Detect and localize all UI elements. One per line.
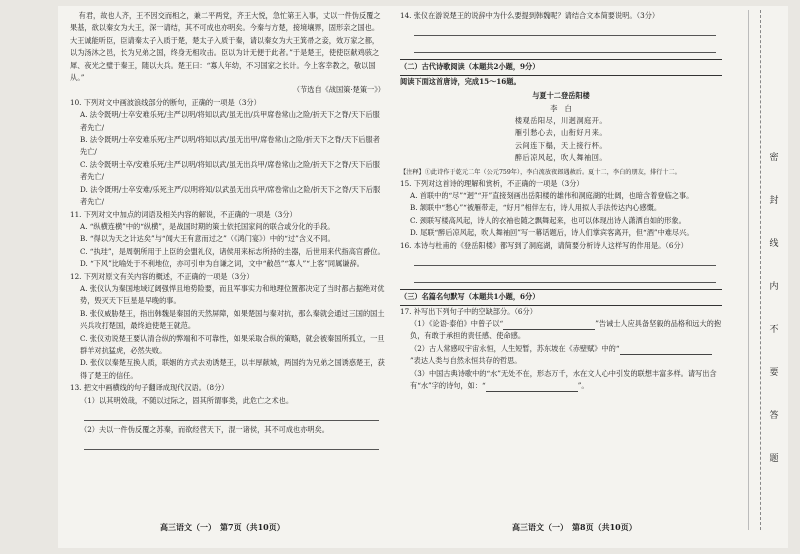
q12-option-d: D. 张仪以秦楚互换人质，联姻的方式去劝诱楚王，以丰厚献城，两国约为兄弟之国诱惑楚王，获得了楚王的信任。 <box>80 358 385 380</box>
poem-line: 云间连下榻，天上接行杯。 <box>514 140 608 150</box>
page-7 <box>70 10 385 453</box>
q12-option-c: C. 张仪劝说楚王要认清合纵的弊端和不可靠性，如果采取合纵的策略，就会被秦国所孤立，一旦群羊对抗猛虎，必然失败。 <box>80 333 385 355</box>
seal-char: 题 <box>769 454 779 464</box>
q10-stem: 10. 下列对文中画波浪线部分的断句，正确的一项是（3分） <box>70 97 261 107</box>
q17-item-1: （1）《论语·泰伯》中曾子以“ ”告诫士人应具备坚毅的品格和远大的抱负，有敢于承担的责任感、使命感。 <box>410 318 722 341</box>
blank-field[interactable] <box>620 345 712 355</box>
answer-line[interactable] <box>84 436 379 450</box>
q17-item-2: （2）古人常感叹宇宙永恒，人生短暂，苏东坡在《赤壁赋》中的“”表达人类与自然永恒共存的哲思。 <box>400 343 722 368</box>
answer-line[interactable] <box>84 407 379 421</box>
q13-stem: 13. 把文中画横线的句子翻译成现代汉语。（8分） <box>70 383 229 393</box>
q12-option-b: B. 张仪威胁楚王，指出韩魏是秦国的天然屏障，如果楚国与秦对抗，那么秦就会通过三国的国土兴兵攻打楚国，最终迫使楚王就范。 <box>80 308 385 331</box>
q15-option-d: D. 尾联“醉后凉风起，吹人舞袖回”写一幕话题后，诗人们掌宾客离开，但“酒”中难尽兴。 <box>410 228 694 238</box>
q10-option-c: C. 法令既明士卒/安难乐死/主严以明/将知以武/虽无出兵甲/席卷常山之险/折天下之脊/天下后服者先亡/ <box>80 159 380 182</box>
seal-char: 线 <box>769 239 779 249</box>
answer-line[interactable] <box>414 269 716 283</box>
seal-char: 内 <box>769 282 779 292</box>
q15-stem: 15. 下列对这首诗的理解和赏析，不正确的一项是（3分） <box>400 178 584 188</box>
seal-line <box>760 10 761 530</box>
page-footer-8: 高三语文（一） 第8页（共10页） <box>512 522 637 532</box>
seal-char: 要 <box>769 368 779 378</box>
classical-passage: 有君，故也人齐，王不因交而相之，兼二平两党，齐王大悦，急忙第王入事，丈以一件伪反覆之果基，欲以秦女为大王，深一请结，其不可成也亦明矣。今秦与方楚，接境壤界，固形亲之国也。大王诚能听臣，臣请秦太子入质于楚，楚太子入质于秦，请以秦女为大王箕帚之妾，效万家之都，以为汤沐之邑，长为兄弟之国，终身无相攻击。臣以为计无便于此者。”于是楚王，使使臣献鸡骇之犀、夜光之璧于秦王，随以大兵。楚王曰：“寡人年幼，不习国家之长计。今上客幸教之，敬以国从。” <box>70 11 381 83</box>
section-poetry-heading: （二）古代诗歌阅读（本题共2小题，9分） <box>400 59 722 75</box>
q17-item-3: （3）中国古典诗歌中的“水”无处不在，形态万千，水在文人心中引发的联想丰富多样。请写出含有“水”字的诗句，如：“ ”。 <box>400 368 722 393</box>
poem-title: 与夏十二登岳阳楼 <box>532 91 590 101</box>
seal-warning <box>764 150 784 464</box>
answer-line[interactable] <box>414 39 716 53</box>
seal-char: 不 <box>769 325 779 335</box>
q11-stem: 11. 下列对文中加点的词语及相关内容的解说，不正确的一项是（3分） <box>70 209 297 219</box>
q10-option-d: D. 法令既明/士卒安难/乐死主严/以明将知/以武虽无出兵甲/席卷常山之险/折天下之脊/天下后服者先亡/ <box>80 184 381 207</box>
seal-char: 密 <box>769 153 779 163</box>
poem-note: 【注释】①此诗作于乾元二年（公元759年），李白流放夜郎遇赦后。夏十二，李白的朋友，排行十二。 <box>400 168 681 176</box>
poem-line: 醉后凉风起，吹人舞袖回。 <box>514 153 608 163</box>
q17-stem: 17. 补写出下列句子中的空缺部分。（6分） <box>400 306 537 316</box>
q13-sentence-1: （1）以其明效哉，不随以过际之，固其所谓事类，此危亡之术也。 <box>80 395 294 405</box>
q11-option-b: B. “得以为天之计达矣”与“闻大王有意而过之”（《鸿门宴》）中的“过”含义不同。 <box>80 234 335 244</box>
passage-source: （节选自《战国策·楚策一》） <box>292 85 385 95</box>
q10-option-a: A. 法令既明/士卒安难乐死/主严以明/将知以武/虽无出/兵甲席卷常山之险/折天下之脊/天下后服者先亡/ <box>80 110 380 132</box>
page-footer-7: 高三语文（一） 第7页（共10页） <box>160 522 285 532</box>
blank-field[interactable] <box>486 382 578 392</box>
q10-option-b: B. 法令既明/士卒安难乐死/主严以明/将知以武/虽无出甲/席卷常山之险/折天下之脊/天下后服者先亡/ <box>80 135 380 157</box>
fold-line <box>748 10 749 530</box>
answer-line[interactable] <box>414 252 716 266</box>
q16-stem: 16. 本诗与杜甫的《登岳阳楼》都写到了洞庭湖，请简要分析诗人这样写的作用是。（6分） <box>400 240 688 250</box>
poem-line: 雁引愁心去，山衔好月来。 <box>514 128 608 138</box>
poem-line: 楼观岳阳尽，川迥洞庭开。 <box>514 116 608 126</box>
q12-stem: 12. 下列对原文有关内容的概述，不正确的一项是（3分） <box>70 271 254 281</box>
poetry-instruction: 阅读下面这首唐诗，完成15～16题。 <box>400 76 521 86</box>
q13-sentence-2: （2）夫以一件伪反覆之苏秦，而欲经营天下，混一诸侯，其不可成也亦明矣。 <box>80 425 329 434</box>
page-8 <box>400 10 722 392</box>
q11-option-d: D. “下风”比喻处于不利地位，亦可引申为自谦之词，文中“敝邑”“寡人”“上客”同属谦辞。 <box>80 259 364 269</box>
q14-stem: 14. 张仪在游说楚王的说辞中为什么要提到韩魏呢？请结合文本简要说明。（3分） <box>400 11 660 20</box>
seal-char: 封 <box>769 196 779 206</box>
blank-field[interactable] <box>503 320 595 330</box>
answer-line[interactable] <box>414 22 716 36</box>
section-dictation-heading: （三）名篇名句默写（本题共1小题，6分） <box>400 289 722 305</box>
q11-option-c: C. “执珪”，是周朝所用于上臣的会盟礼仪，诸侯用来标志所持的圭器，后世用来代指高官爵位。 <box>80 246 385 256</box>
q15-option-b: B. 颔联中“愁心”“被雁带走，“好月”相伴左右，诗人用拟人手法传达内心感慨。 <box>410 203 662 213</box>
seal-char: 答 <box>769 411 779 421</box>
q15-option-c: C. 颈联写楼高风起，诗人的衣袖也随之飘舞起来，也可以体现出诗人潇洒自如的形象。 <box>410 215 686 225</box>
poem-author: 李 白 <box>550 103 572 113</box>
q11-option-a: A. “纵横连横”中的“纵横”，是战国时期的策士依托国家间的联合或分化的手段。 <box>80 221 335 231</box>
q15-option-a: A. 首联中的“尽”“迥”“开”直接刻画出岳阳楼的雄伟和洞庭湖的壮阔，也暗含着登临之事。 <box>410 191 694 201</box>
q12-option-a: A. 张仪认为秦国地域辽阔强悍且地势险要，而且军事实力和地理位置都决定了当时都占据绝对优势，毁灭天下巨星是早晚的事。 <box>80 283 385 306</box>
